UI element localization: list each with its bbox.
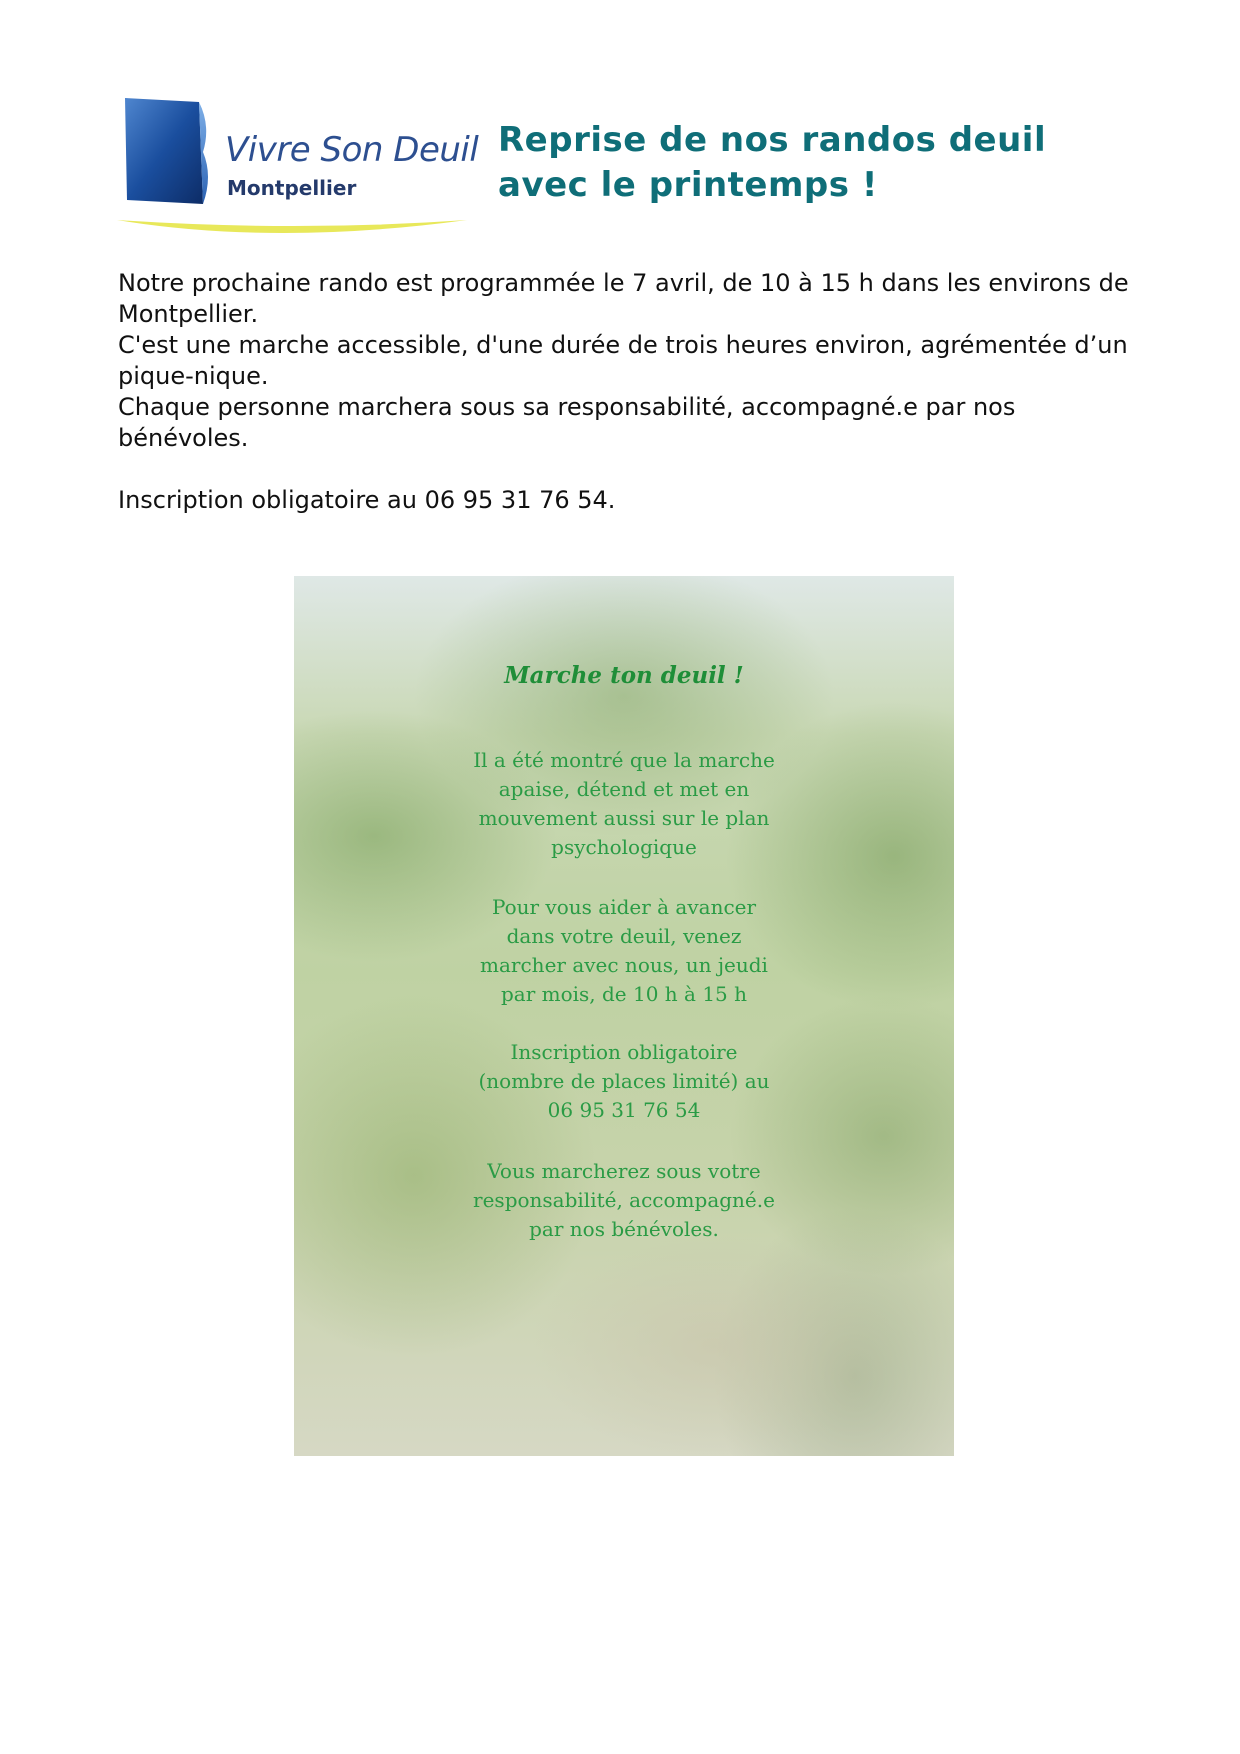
- poster-paragraph: Vous marcherez sous votre responsabilité, accompagné.e par nos bénévoles.: [473, 1159, 775, 1241]
- intro-line: Chaque personne marchera sous sa responsabilité, accompagné.e par nos bénévoles.: [118, 393, 1016, 452]
- intro-text: [118, 268, 1138, 516]
- poster-image: [294, 576, 954, 1456]
- poster-paragraph: Pour vous aider à avancer dans votre deuil, venez marcher avec nous, un jeudi par mois, de 10 h à 15 h: [480, 895, 768, 1006]
- poster-title: Marche ton deuil !: [504, 662, 744, 689]
- intro-line: C'est une marche accessible, d'une durée de trois heures environ, agrémentée d’un pique-nique.: [118, 331, 1128, 390]
- logo-graphic: [115, 96, 475, 246]
- poster-paragraph: Inscription obligatoire (nombre de places limité) au 06 95 31 76 54: [478, 1040, 770, 1122]
- headline-line-1: Reprise de nos randos deuil: [498, 120, 1047, 160]
- poster-paragraph: Il a été montré que la marche apaise, détend et met en mouvement aussi sur le plan psychologique: [473, 748, 775, 859]
- logo-city: Montpellier: [227, 176, 357, 200]
- registration-line: Inscription obligatoire au 06 95 31 76 54.: [118, 486, 616, 514]
- logo-name: Vivre Son Deuil: [225, 130, 479, 170]
- headline-line-2: avec le printemps !: [498, 165, 878, 205]
- headline: [498, 118, 1198, 208]
- intro-line: Notre prochaine rando est programmée le 7 avril, de 10 à 15 h dans les environs de Montpellier.: [118, 269, 1129, 328]
- association-logo: [115, 96, 479, 246]
